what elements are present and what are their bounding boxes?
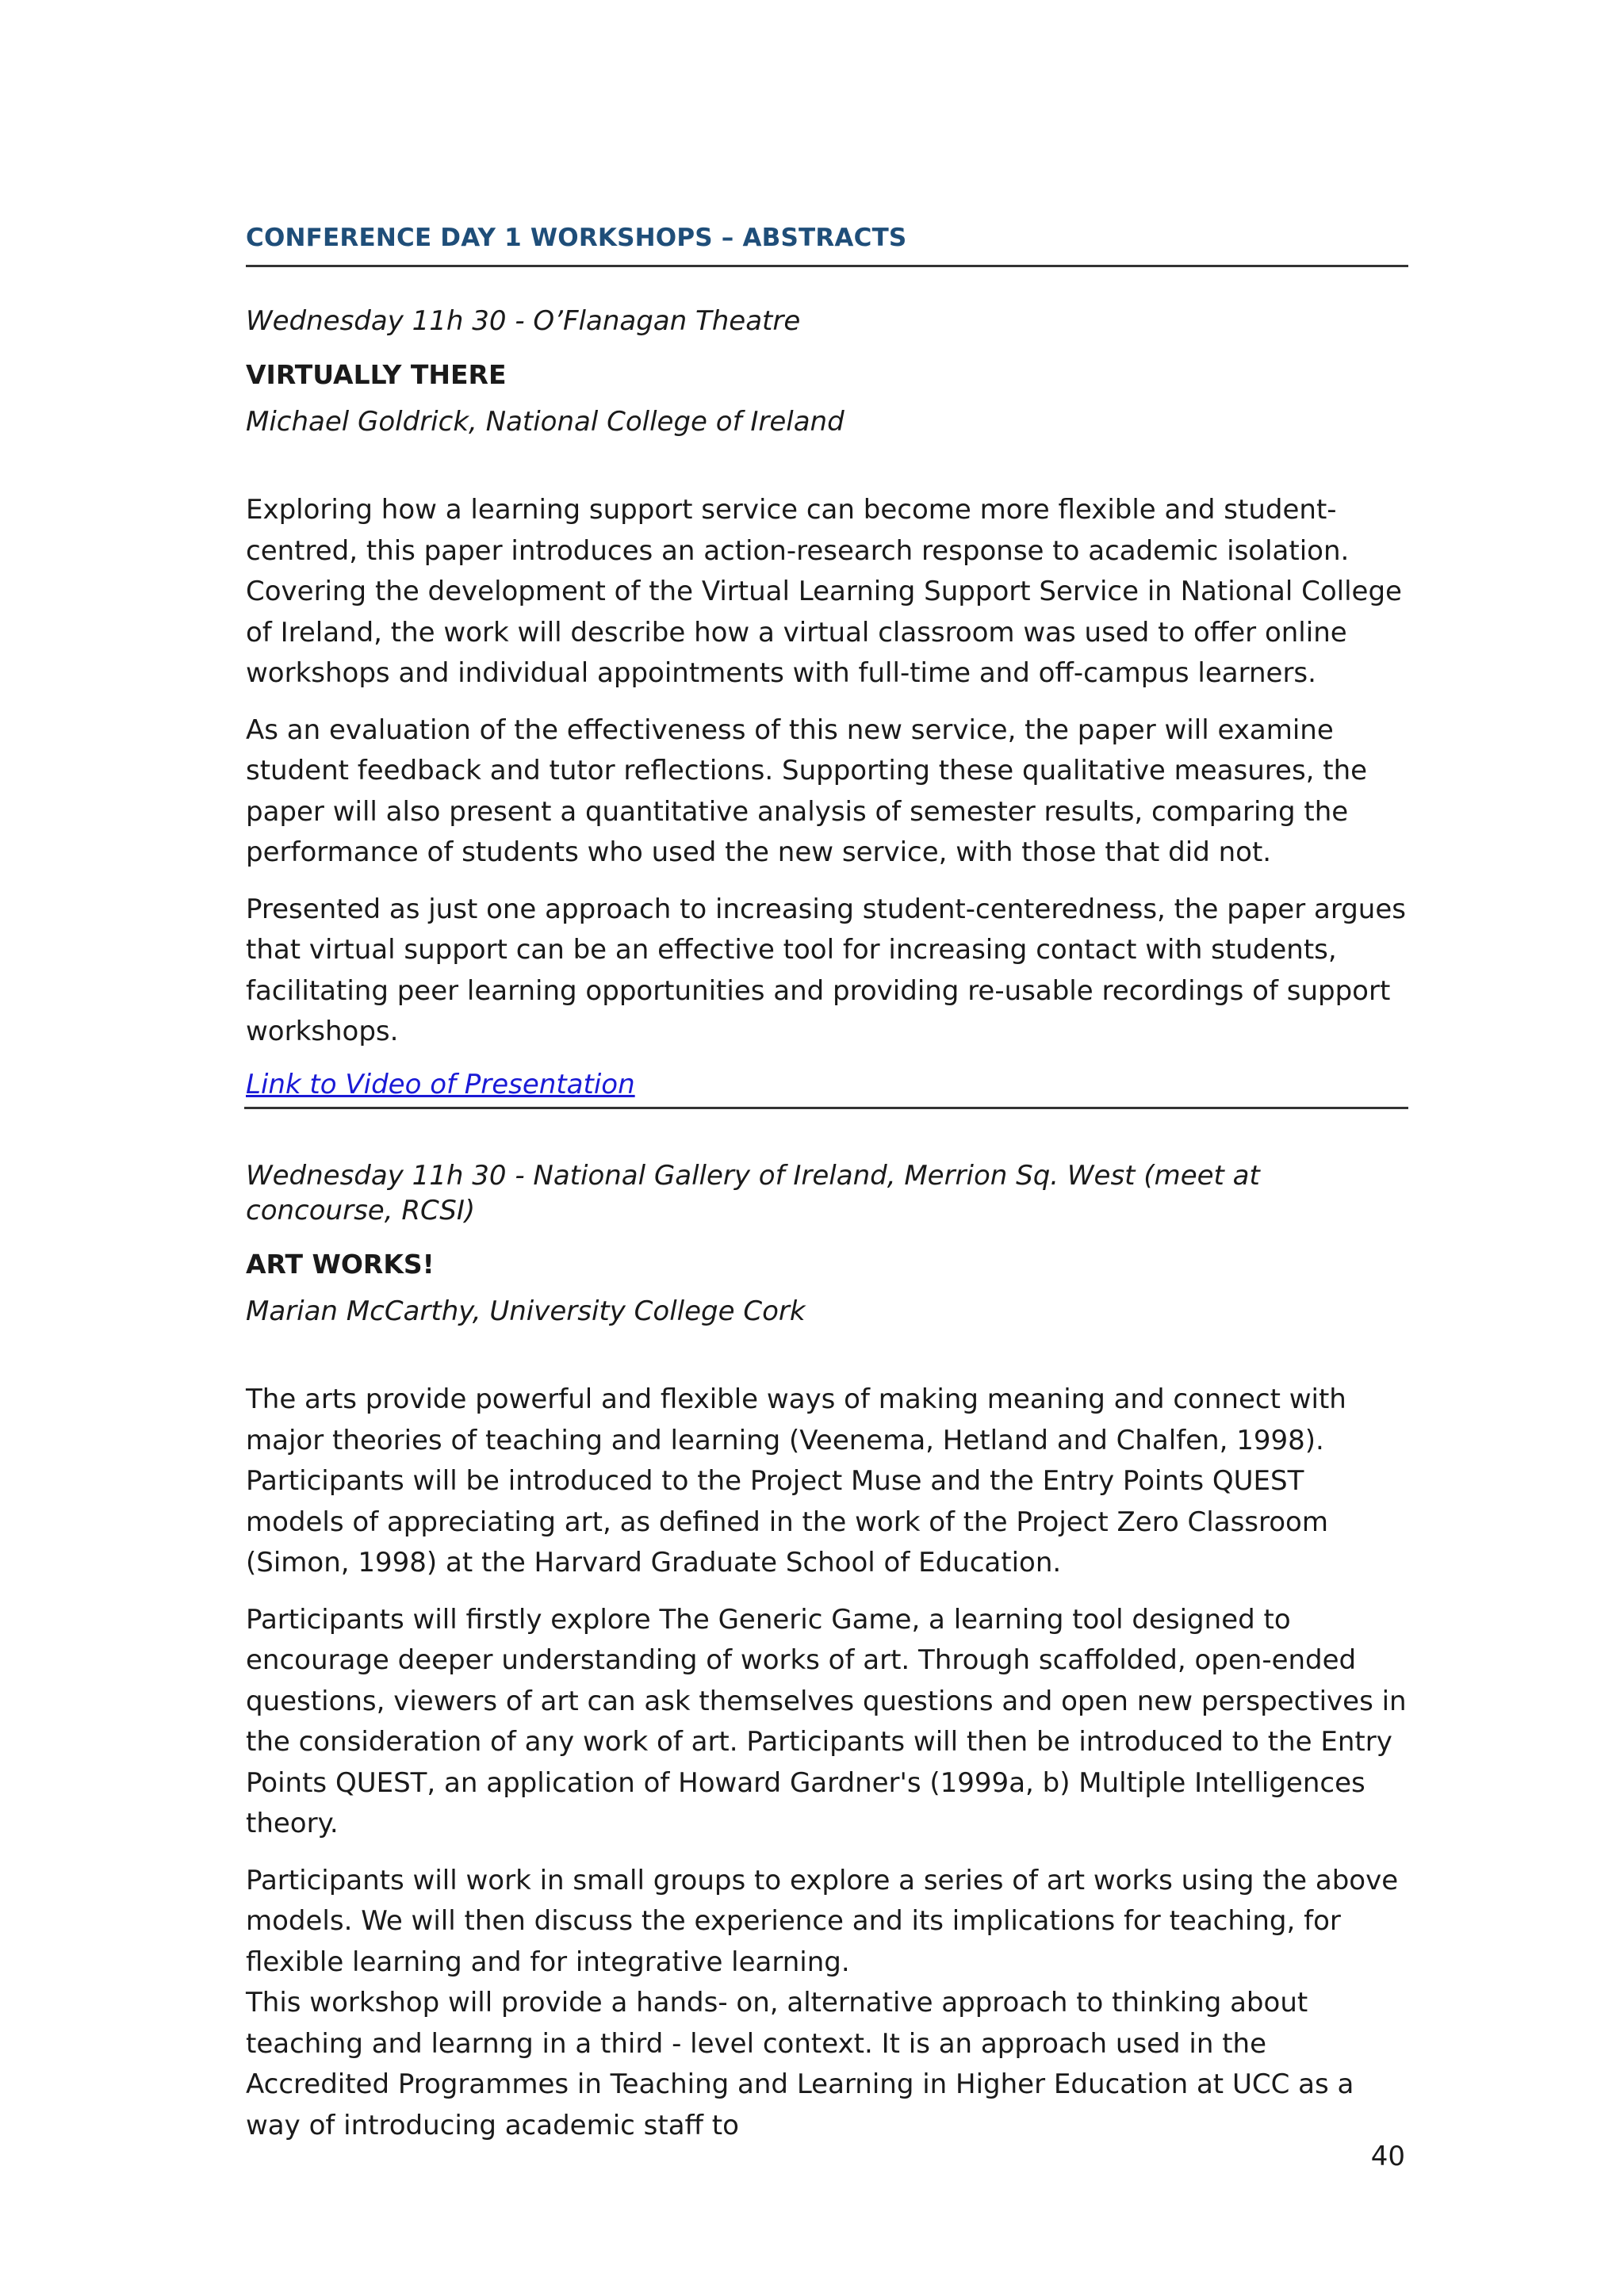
section-heading: CONFERENCE DAY 1 WORKSHOPS – ABSTRACTS	[246, 224, 1408, 267]
session-1	[246, 304, 1407, 1100]
video-presentation-link[interactable]: Link to Video of Presentation	[246, 1068, 635, 1100]
page-number: 40	[1370, 2141, 1405, 2172]
page-content	[246, 224, 1407, 2146]
session-2-paragraph-2: Participants will firstly explore The Generic Game, a learning tool designed to encourage deeper understanding of works of art. Through scaffolded, open-ended questions, viewers of art can ask themselves questions and open new perspectives in the consideration of any work of art. Participants will then be introduced to the Entry Points QUEST, an application of Howard Gardner's (1999a, b) Multiple Intelligences theory.	[246, 1603, 1407, 1840]
session-2-paragraph-4: This workshop will provide a hands- on, alternative approach to thinking about teaching and learnng in a third - level context. It is an approach used in the Accredited Programmes in Teaching and Learning in Higher Education at UCC as a way of introducing academic staff to	[246, 1987, 1354, 2141]
session-2-paragraph-3: Participants will work in small groups to explore a series of art works using the above models. We will then discuss the experience and its implications for teaching, for flexible learning and for integrative learning.	[246, 1864, 1399, 1978]
session-2-paragraph-1: The arts provide powerful and flexible ways of making meaning and connect with major theories of teaching and learning (Veenema, Hetland and Chalfen, 1998). Participants will be introduced to the Project Muse and the Entry Points QUEST models of appreciating art, as defined in the work of the Project Zero Classroom (Simon, 1998) at the Harvard Graduate School of Education.	[246, 1383, 1346, 1579]
session-1-paragraph-3: Presented as just one approach to increasing student-centeredness, the paper argues that virtual support can be an effective tool for increasing contact with students, facilitating peer learning opportunities and providing re-usable recordings of support workshops.	[246, 893, 1406, 1048]
session-2	[246, 1158, 1407, 2146]
session-1-title: VIRTUALLY THERE	[246, 359, 507, 391]
session-1-author: Michael Goldrick, National College of Ireland	[246, 406, 845, 438]
session-2-time-location: Wednesday 11h 30 - National Gallery of Ireland, Merrion Sq. West (meet at concourse, RCSI)	[246, 1159, 1260, 1226]
session-2-title: ART WORKS!	[246, 1249, 435, 1280]
session-2-author: Marian McCarthy, University College Cork	[246, 1295, 806, 1328]
session-1-time-location: Wednesday 11h 30 - O’Flanagan Theatre	[246, 305, 801, 337]
session-divider	[244, 1107, 1408, 1109]
session-1-paragraph-2: As an evaluation of the effectiveness of this new service, the paper will examine student feedback and tutor reflections. Supporting these qualitative measures, the paper will also present a quantitative analysis of semester results, comparing the performance of students who used the new service, with those that did not.	[246, 714, 1368, 869]
session-1-paragraph-1: Exploring how a learning support service can become more flexible and student-centred, this paper introduces an action-research response to academic isolation. Covering the development of the Virtual Learning Support Service in National College of Ireland, the work will describe how a virtual classroom was used to offer online workshops and individual appointments with full-time and off-campus learners.	[246, 494, 1402, 690]
